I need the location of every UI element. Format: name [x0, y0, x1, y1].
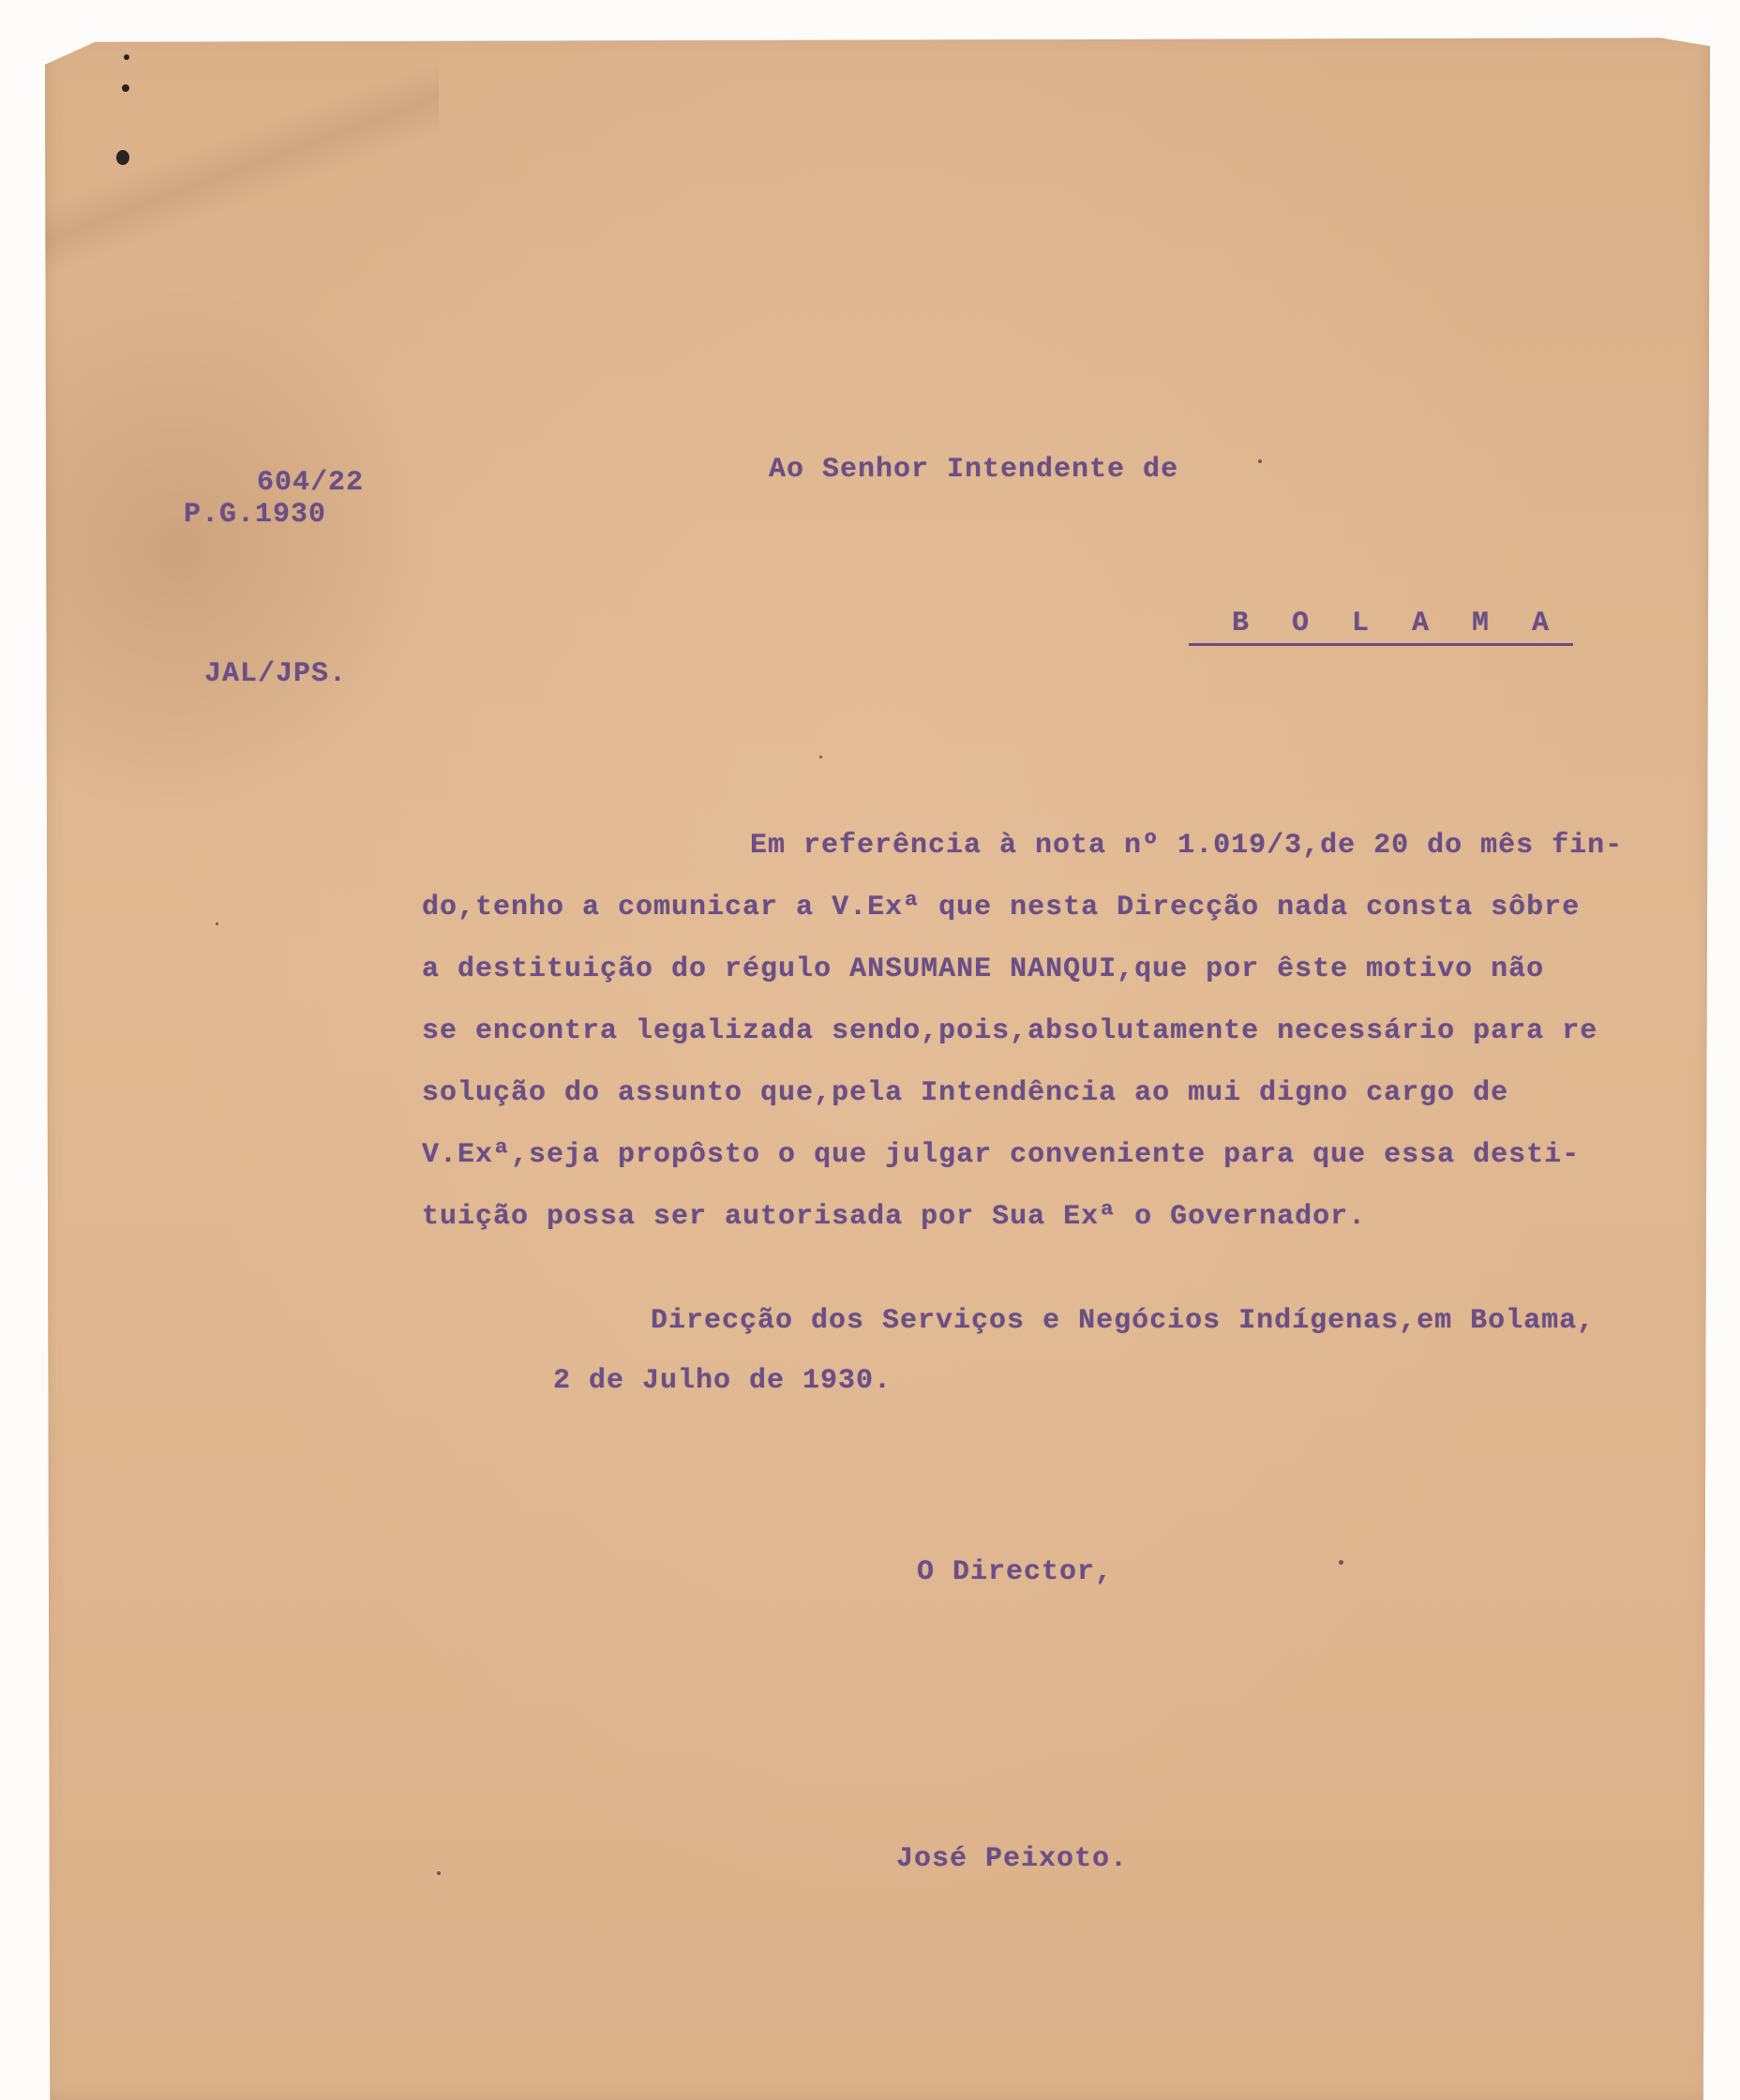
paper-speck	[437, 1871, 441, 1875]
reference-number: 604/22	[257, 467, 365, 499]
body-line: V.Exª,seja propôsto o que julgar conveniente para que essa desti-	[422, 1139, 1581, 1171]
signature-title: O Director,	[917, 1556, 1114, 1588]
punch-hole-lower	[116, 150, 129, 165]
closing-date: 2 de Julho de 1930.	[553, 1365, 892, 1397]
paper-speck	[819, 756, 822, 758]
body-line: tuição possa ser autorisada por Sua Exª o Governador.	[422, 1201, 1367, 1233]
body-line: Em referência à nota nº 1.019/3,de 20 do mês fin-	[750, 830, 1624, 862]
body-line: do,tenho a comunicar a V.Exª que nesta Direcção nada consta sôbre	[422, 892, 1581, 923]
letter-body	[422, 827, 1697, 1260]
paper-speck	[1339, 1560, 1343, 1565]
closing-place: Direcção dos Serviços e Negócios Indígenas,em Bolama,	[651, 1305, 1596, 1337]
addressee-city: B O L A M A	[1189, 608, 1573, 646]
addressee-line: Ao Senhor Intendente de	[769, 454, 1179, 486]
paper-speck	[1258, 459, 1262, 463]
punch-hole-middle	[122, 84, 129, 92]
body-line: solução do assunto que,pela Intendência ao mui digno cargo de	[422, 1077, 1509, 1109]
signature-name: José Peixoto.	[896, 1843, 1129, 1875]
body-line: se encontra legalizada sendo,pois,absolutamente necessário para re	[422, 1015, 1598, 1047]
reference-initials: JAL/JPS.	[204, 658, 348, 690]
reference-file: P.G.1930	[184, 499, 327, 531]
paper-speck	[216, 922, 218, 925]
body-line: a destituição do régulo ANSUMANE NANQUI,que por êste motivo não	[422, 953, 1545, 985]
punch-hole-top	[124, 54, 129, 60]
